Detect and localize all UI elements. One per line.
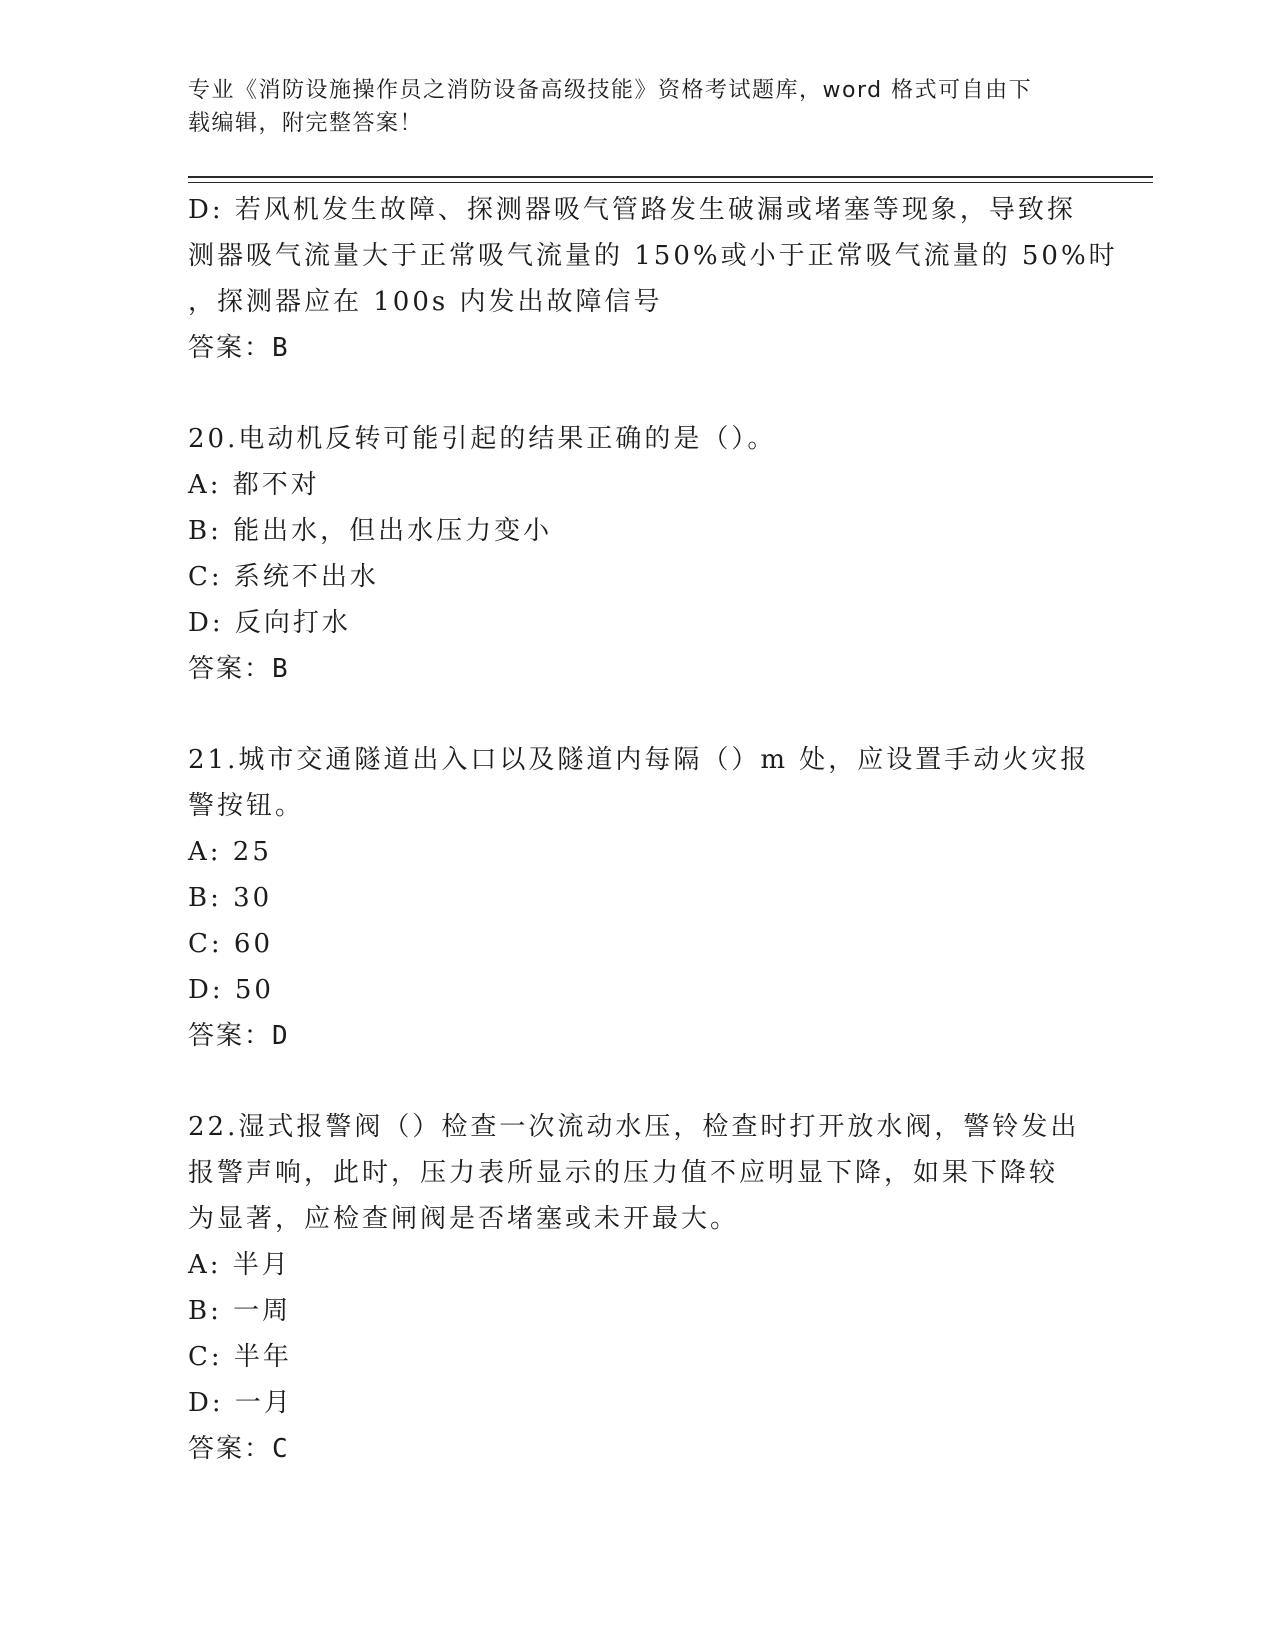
question-stem-line-1: 21.城市交通隧道出入口以及隧道内每隔（）m 处，应设置手动火灾报 xyxy=(188,745,1090,775)
option-d-line-2: 测器吸气流量大于正常吸气流量的 150%或小于正常吸气流量的 50%时 xyxy=(188,241,1118,271)
option-c: C: 60 xyxy=(188,929,274,959)
option-d: D: 一月 xyxy=(188,1388,293,1418)
option-d-line-3: ，探测器应在 100s 内发出故障信号 xyxy=(188,287,663,317)
question-20 xyxy=(188,416,1088,692)
answer-22: 答案：C xyxy=(188,1434,290,1464)
option-b: B: 一周 xyxy=(188,1296,292,1326)
question-spacer xyxy=(188,692,1088,737)
question-spacer xyxy=(188,371,1088,416)
question-spacer xyxy=(188,1059,1088,1104)
option-c: C: 系统不出水 xyxy=(188,562,379,592)
option-d-line-1: D: 若风机发生故障、探测器吸气管路发生破漏或堵塞等现象，导致探 xyxy=(188,195,1076,225)
option-b: B: 30 xyxy=(188,883,273,913)
header-line-2: 载编辑，附完整答案！ xyxy=(188,111,424,136)
answer-21: 答案：D xyxy=(188,1021,290,1051)
question-19 xyxy=(188,187,1118,371)
option-a: A: 都不对 xyxy=(188,470,320,500)
answer-20: 答案：B xyxy=(188,654,290,684)
question-22 xyxy=(188,1104,1088,1472)
question-21 xyxy=(188,737,1088,1059)
header-line-1: 专业《消防设施操作员之消防设备高级技能》资格考试题库，word 格式可自由下 xyxy=(188,78,1033,103)
option-b: B: 能出水，但出水压力变小 xyxy=(188,516,553,546)
option-c: C: 半年 xyxy=(188,1342,292,1372)
question-stem: 20.电动机反转可能引起的结果正确的是（）。 xyxy=(188,424,777,454)
header-divider-thin xyxy=(188,182,1153,183)
header-divider-thick xyxy=(188,176,1153,178)
question-stem-line-3: 为显著，应检查闸阀是否堵塞或未开最大。 xyxy=(188,1204,740,1234)
document-header xyxy=(188,74,1068,140)
option-d: D: 50 xyxy=(188,975,274,1005)
question-stem-line-2: 警按钮。 xyxy=(188,791,305,821)
question-list xyxy=(188,187,1118,1472)
question-stem-line-2: 报警声响，此时，压力表所显示的压力值不应明显下降，如果下降较 xyxy=(188,1158,1059,1188)
option-a: A: 25 xyxy=(188,837,272,867)
answer-19: 答案：B xyxy=(188,333,290,363)
option-d: D: 反向打水 xyxy=(188,608,351,638)
question-stem-line-1: 22.湿式报警阀（）检查一次流动水压，检查时打开放水阀，警铃发出 xyxy=(188,1112,1080,1142)
option-a: A: 半月 xyxy=(188,1250,291,1280)
